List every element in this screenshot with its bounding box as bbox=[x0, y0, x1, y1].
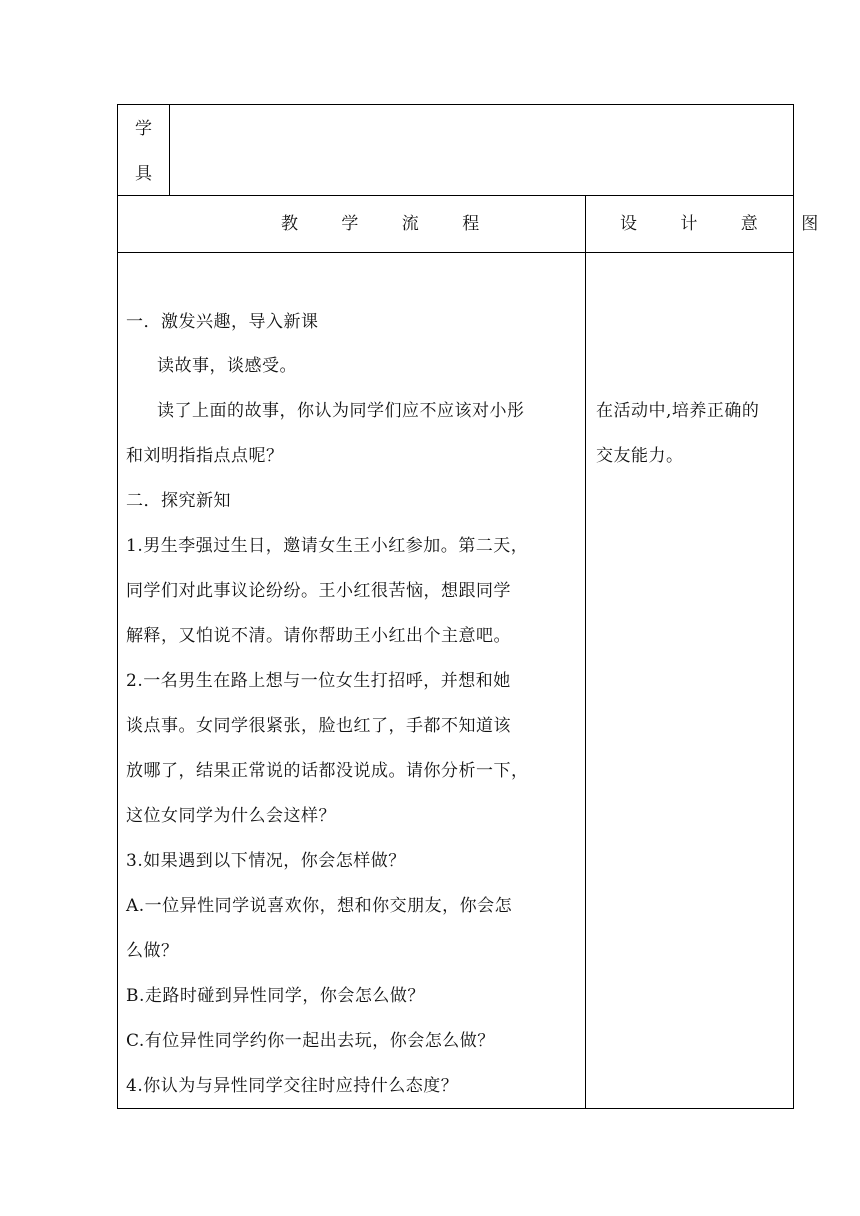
header-intent: 设 计 意 图 bbox=[620, 214, 838, 234]
process-line: 和刘明指指点点呢？ bbox=[126, 446, 284, 466]
process-line: 读故事，谈感受。 bbox=[157, 356, 297, 376]
intent-line: 交友能力。 bbox=[596, 446, 684, 466]
process-line: 3.如果遇到以下情况，你会怎样做？ bbox=[126, 851, 406, 871]
process-line: A.一位异性同学说喜欢你，想和你交朋友，你会怎 bbox=[126, 896, 513, 916]
process-line: B.走路时碰到异性同学，你会怎么做？ bbox=[126, 986, 425, 1006]
section-heading: 一．激发兴趣，导入新课 bbox=[126, 312, 319, 332]
section-heading: 二．探究新知 bbox=[126, 491, 231, 511]
process-line: 这位女同学为什么会这样？ bbox=[126, 806, 336, 826]
process-line: 放哪了，结果正常说的话都没说成。请你分析一下， bbox=[126, 761, 529, 781]
process-line: 谈点事。女同学很紧张，脸也红了，手都不知道该 bbox=[126, 716, 511, 736]
process-line: 2.一名男生在路上想与一位女生打招呼，并想和她 bbox=[126, 671, 511, 691]
header-process: 教 学 流 程 bbox=[281, 214, 499, 234]
process-line: 同学们对此事议论纷纷。王小红很苦恼，想跟同学 bbox=[126, 581, 511, 601]
process-line: 1.男生李强过生日，邀请女生王小红参加。第二天， bbox=[126, 536, 529, 556]
intent-body-cell bbox=[585, 252, 794, 1109]
process-line: 4.你认为与异性同学交往时应持什么态度？ bbox=[126, 1076, 459, 1096]
process-line: 读了上面的故事，你认为同学们应不应该对小彤 bbox=[157, 401, 525, 421]
process-line: C.有位异性同学约你一起出去玩，你会怎么做？ bbox=[126, 1031, 495, 1051]
intent-line: 在活动中,培养正确的 bbox=[596, 401, 760, 421]
tools-label-char-2: 具 bbox=[135, 164, 153, 184]
process-line: 解释，又怕说不清。请你帮助王小红出个主意吧。 bbox=[126, 626, 511, 646]
process-line: 么做？ bbox=[126, 941, 179, 961]
tools-label-char-1: 学 bbox=[135, 119, 153, 139]
tools-content-cell bbox=[169, 104, 794, 196]
